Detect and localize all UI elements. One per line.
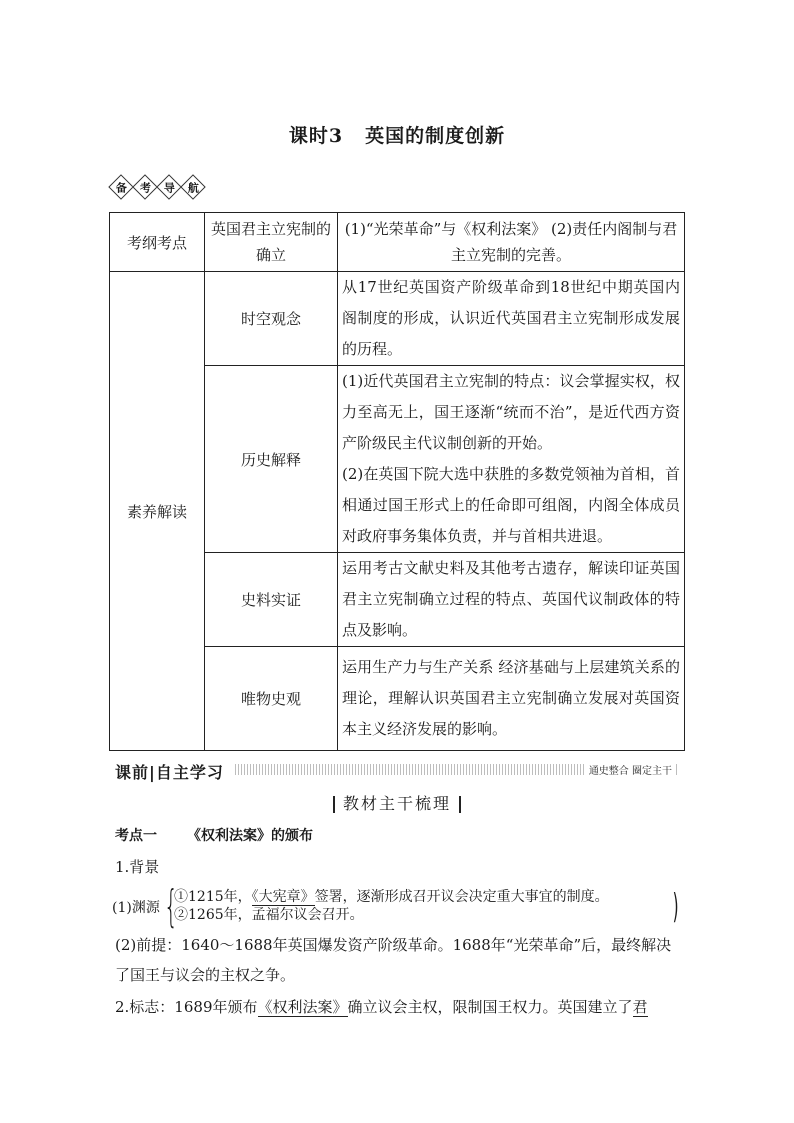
row-content-part: (2)在英国下院大选中获胜的多数党领袖为首相，首相通过国王形式上的任命即可组阁，内阁全体成员对政府事务集体负责，并与首相共进退。 [342, 465, 680, 545]
brace-icon: { [164, 881, 178, 932]
bar-left [333, 796, 335, 813]
badge-char: 备 [108, 174, 133, 199]
row-content [338, 366, 685, 553]
sign-paragraph: 2.标志：1689年颁布《权利法案》确立议会主权，限制国王权力。英国建立了君 [115, 998, 648, 1016]
row-content: 从17世纪英国资产阶级革命到18世纪中期英国内阁制度的形成，认识近代英国君主立宪制形成发展的历程。 [338, 272, 685, 366]
row-topic: 唯物史观 [205, 647, 338, 751]
row-content-part: (1)近代英国君主立宪制的特点：议会掌握实权，权力至高无上，国王逐渐“统而不治”，是近代西方资产阶级民主代议制创新的开始。 [342, 372, 680, 452]
table-row [110, 213, 685, 272]
row-topic: 时空观念 [205, 272, 338, 366]
premise-paragraph: (2)前提：1640～1688年英国爆发资产阶级革命。1688年“光荣革命”后，最终解决了国王与议会的主权之争。 [115, 936, 672, 984]
row-content: 运用考古文献史料及其他考古遗存，解读印证英国君主立宪制确立过程的特点、英国代议制政体的特点及影响。 [338, 553, 685, 647]
exam-guide-table [109, 212, 685, 751]
row-topic: 历史解释 [205, 366, 338, 553]
literacy-label: 素养解读 [110, 272, 205, 751]
page-title: 课时3 英国的制度创新 [288, 125, 506, 147]
badge-char: 航 [180, 174, 205, 199]
band-tag: 通史整合 圈定主干 [586, 762, 675, 777]
background-heading: 1.背景 [115, 858, 160, 876]
exam-guide-badge [112, 178, 208, 196]
syllabus-topic: 英国君主立宪制的确立 [205, 213, 338, 272]
right-paren-icon: ) [672, 887, 679, 927]
origin-block [112, 881, 682, 932]
band-label: 课前|自主学习 [115, 760, 228, 783]
row-topic: 史料实证 [205, 553, 338, 647]
origin-label: (1)渊源 [112, 900, 160, 916]
table-row [110, 272, 685, 366]
kaodian-heading: 考点一 《权利法案》的颁布 [115, 828, 313, 844]
badge-char: 导 [156, 174, 181, 199]
section-title: 教材主干梳理 [0, 791, 794, 814]
bar-right [459, 796, 461, 813]
origin-item-1: ①1215年，《大宪章》签署，逐渐形成召开议会决定重大事宜的制度。 [174, 889, 609, 905]
syllabus-label: 考纲考点 [110, 213, 205, 272]
section-band [115, 760, 679, 780]
row-content: 运用生产力与生产关系 经济基础与上层建筑关系的理论，理解认识英国君主立宪制确立发展对英国资本主义经济发展的影响。 [338, 647, 685, 751]
origin-item-2: ②1265年，孟福尔议会召开。 [174, 907, 364, 923]
badge-char: 考 [132, 174, 157, 199]
syllabus-content: (1)“光荣革命”与《权利法案》 (2)责任内阁制与君主立宪制的完善。 [338, 213, 685, 272]
